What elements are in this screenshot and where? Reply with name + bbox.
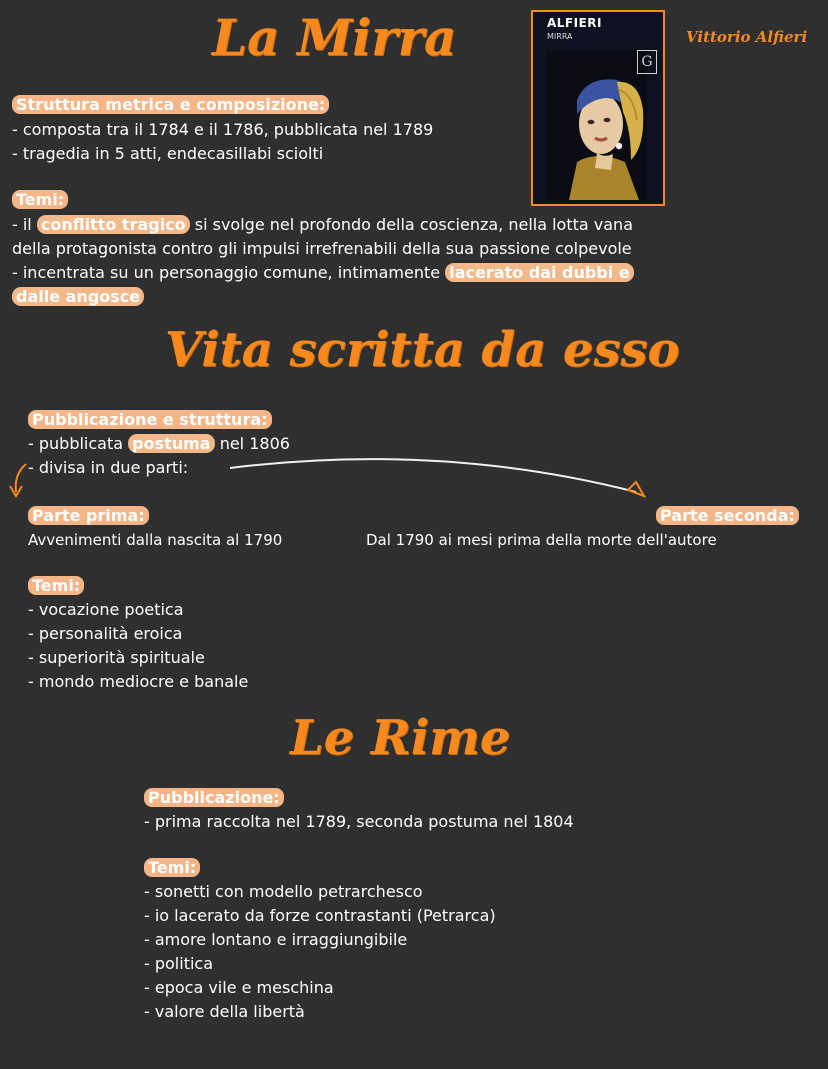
vita-temi-heading: Temi:: [28, 574, 84, 598]
title-vita: Vita scritta da esso: [165, 322, 680, 378]
parte-seconda-text: Dal 1790 ai mesi prima della morte dell'autore: [366, 531, 717, 549]
highlight-lacerato: lacerato dai dubbi e: [445, 263, 633, 282]
vita-pub-heading: Pubblicazione e struttura:: [28, 408, 272, 432]
struttura-line-2: - tragedia in 5 atti, endecasillabi sciolti: [12, 144, 324, 163]
rime-temi-item: - io lacerato da forze contrastanti (Petrarca): [144, 906, 496, 925]
arrow-head-right: [628, 482, 644, 496]
rime-temi-item: - valore della libertà: [144, 1002, 305, 1021]
highlight-conflitto: conflitto tragico: [37, 215, 190, 234]
struttura-heading: Struttura metrica e composizione:: [12, 93, 329, 117]
mirra-temi-line-3: - incentrata su un personaggio comune, intimamente lacerato dai dubbi e: [12, 261, 634, 285]
mirra-temi-line-2: della protagonista contro gli impulsi irrefrenabili della sua passione colpevole: [12, 239, 632, 258]
rime-pub-heading: Pubblicazione:: [144, 786, 284, 810]
author-name: Vittorio Alfieri: [686, 28, 808, 46]
book-cover: [531, 10, 665, 206]
vita-temi-item: - vocazione poetica: [28, 600, 184, 619]
rime-temi-item: - politica: [144, 954, 214, 973]
publisher-logo: G: [637, 50, 657, 74]
rime-temi-item: - epoca vile e meschina: [144, 978, 334, 997]
arrows-diagram: [0, 440, 828, 510]
title-le-rime: Le Rime: [290, 710, 511, 766]
struttura-line-1: - composta tra il 1784 e il 1786, pubblicata nel 1789: [12, 120, 434, 139]
painting: [547, 50, 647, 200]
mirra-temi-line-4: [12, 285, 144, 309]
vita-temi-item: - mondo mediocre e banale: [28, 672, 249, 691]
mirra-temi-line-1: - il conflitto tragico si svolge nel profondo della coscienza, nella lotta vana: [12, 215, 633, 234]
arrow-to-parte-seconda: [230, 459, 636, 492]
book-brand: ALFIERI: [547, 16, 602, 30]
vita-temi-item: - personalità eroica: [28, 624, 183, 643]
girl-with-pearl-earring-image: [547, 50, 647, 200]
parte-prima-label: Parte prima:: [28, 504, 149, 528]
parte-seconda-label: Parte seconda:: [656, 504, 799, 528]
rime-temi-item: - amore lontano e irraggiungibile: [144, 930, 408, 949]
highlight-angosce: dalle angosce: [12, 287, 144, 306]
title-la-mirra: La Mirra: [212, 8, 457, 67]
rime-temi-heading: Temi:: [144, 856, 200, 880]
parte-prima-text: Avvenimenti dalla nascita al 1790: [28, 531, 283, 549]
book-subtitle: MIRRA: [547, 32, 573, 41]
highlight-postuma: postuma: [128, 434, 214, 453]
rime-pub-line-1: - prima raccolta nel 1789, seconda postuma nel 1804: [144, 812, 574, 831]
vita-pub-line-1: - pubblicata postuma nel 1806: [28, 434, 290, 453]
mirra-temi-heading: Temi:: [12, 188, 68, 212]
vita-temi-item: - superiorità spirituale: [28, 648, 205, 667]
vita-pub-line-2: - divisa in due parti:: [28, 458, 189, 477]
rime-temi-item: - sonetti con modello petrarchesco: [144, 882, 423, 901]
